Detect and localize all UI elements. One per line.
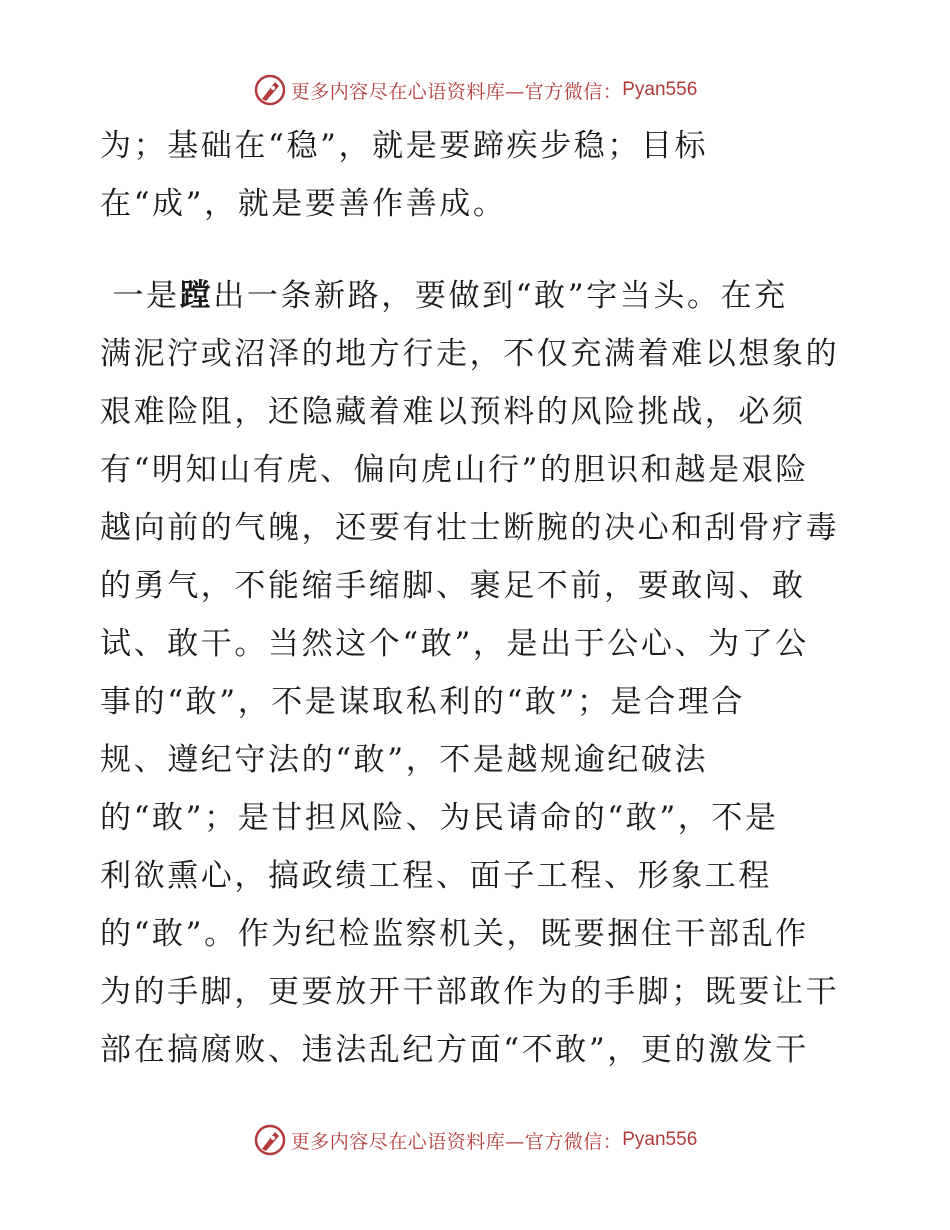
banner-wechat-id: Pyan556 xyxy=(622,79,698,100)
text-line: 的“敢”；是甘担风险、为民请命的“敢”，不是 xyxy=(100,800,779,836)
banner-wechat-id: Pyan556 xyxy=(622,1129,698,1150)
pen-nib-circle-icon xyxy=(253,1123,287,1157)
text-line: 为的手脚，更要放开干部敢作为的手脚；既要让干 xyxy=(100,974,840,1010)
text-line: 的“敢”。作为纪检监察机关，既要捆住干部乱作 xyxy=(100,916,809,952)
text-line: 有“明知山有虎、偏向虎山行”的胆识和越是艰险 xyxy=(100,452,809,488)
text-line: 规、遵纪守法的“敢”，不是越规逾纪破法 xyxy=(100,742,709,778)
text-line: 利欲熏心，搞政绩工程、面子工程、形象工程 xyxy=(100,858,772,894)
text-line: 越向前的气魄，还要有壮士断腕的决心和刮骨疗毒 xyxy=(100,510,840,546)
text-line: 为；基础在“稳”，就是要蹄疾步稳；目标 xyxy=(100,128,709,164)
text-line: 艰难险阻，还隐藏着难以预料的风险挑战，必须 xyxy=(100,394,806,430)
text-span: 出一条新路，要做到“敢”字当头。在充 xyxy=(213,278,788,314)
footer-banner xyxy=(0,1120,950,1160)
text-line: 事的“敢”，不是谋取私利的“敢”；是合理合 xyxy=(100,684,745,720)
text-span: 一是 xyxy=(100,278,180,314)
text-line: 部在搞腐败、违法乱纪方面“不敢”，更的激发干 xyxy=(100,1032,809,1068)
text-line xyxy=(100,267,860,325)
text-line: 满泥泞或沼泽的地方行走，不仅充满着难以想象的 xyxy=(100,336,840,372)
text-line: 在“成”，就是要善作善成。 xyxy=(100,186,507,222)
banner-text: 更多内容尽在心语资料库—官方微信： xyxy=(290,80,623,103)
header-banner xyxy=(0,70,950,110)
banner-text: 更多内容尽在心语资料库—官方微信： xyxy=(290,1130,623,1153)
text-line: 的勇气，不能缩手缩脚、裹足不前，要敢闯、敢 xyxy=(100,568,806,604)
text-line: 试、敢干。当然这个“敢”，是出于公心、为了公 xyxy=(100,626,809,662)
document-body xyxy=(100,117,860,1079)
bold-character: 蹚 xyxy=(179,278,214,314)
pen-nib-circle-icon xyxy=(253,73,287,107)
